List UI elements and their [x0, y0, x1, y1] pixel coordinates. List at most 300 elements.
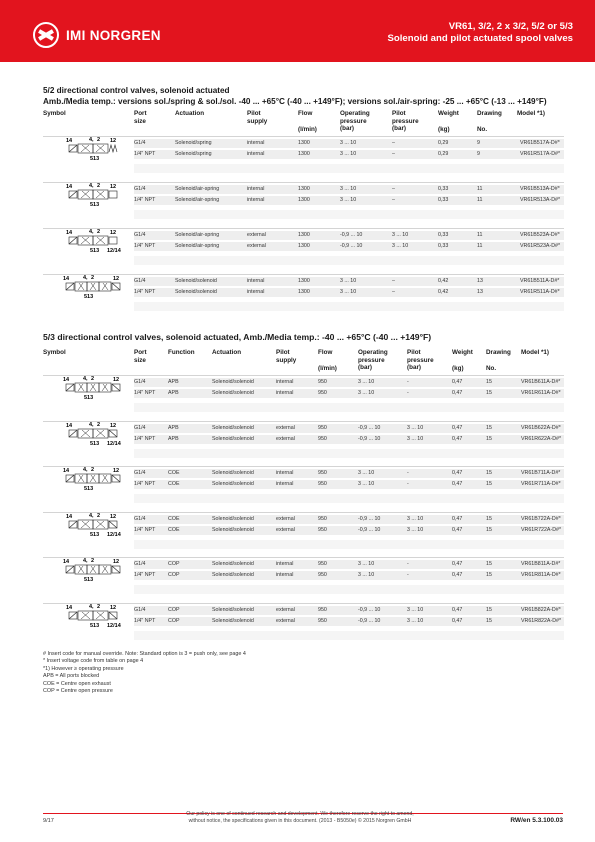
table-cell: Solenoid/solenoid — [212, 470, 254, 476]
column-header-symbol — [43, 110, 66, 118]
row-band-spacer — [134, 631, 564, 640]
table-cell: 0,47 — [452, 561, 463, 567]
table-cell: Solenoid/solenoid — [212, 617, 254, 624]
table-cell: 950 — [318, 617, 327, 624]
table-cell: Solenoid/solenoid — [212, 561, 254, 567]
table-cell: G1/4 — [134, 515, 146, 522]
table-cell: 11 — [477, 232, 483, 238]
svg-text:4,: 4, — [89, 137, 94, 143]
table-cell: APB — [168, 379, 179, 385]
table-cell: internal — [276, 390, 294, 396]
table-cell: Solenoid/solenoid — [212, 379, 254, 385]
table-cell: 0,42 — [438, 289, 449, 295]
column-unit-drawing: No. — [477, 126, 488, 133]
table-cell: 0,33 — [438, 232, 449, 238]
table-cell: Solenoid/solenoid — [212, 526, 254, 533]
table-cell: 3 ... 10 — [340, 278, 357, 284]
table-cell: internal — [247, 197, 265, 203]
table-cell: 15 — [486, 606, 492, 613]
svg-text:2: 2 — [97, 137, 101, 143]
table-cell: 3 ... 10 — [392, 243, 409, 249]
valve-symbol-icon — [55, 601, 135, 631]
brand-name: IMI NORGREN — [66, 28, 161, 43]
svg-text:4,: 4, — [89, 229, 94, 235]
table-cell: APB — [168, 435, 179, 442]
header-line: Pilot — [392, 110, 406, 117]
table-cell: APB — [168, 390, 179, 396]
table-cell: 0,29 — [438, 151, 449, 157]
column-header-flow — [298, 110, 312, 118]
table-cell: 15 — [486, 617, 492, 624]
disclaimer-line-1: Our policy is one of continued research and development. We therefore reserve the right to amend, — [186, 811, 414, 817]
table-cell: 1300 — [298, 278, 310, 284]
table-cell: 1/4" NPT — [134, 151, 156, 157]
table-cell: 0,47 — [452, 617, 463, 624]
table-cell: 950 — [318, 481, 327, 487]
row-band — [134, 389, 564, 398]
table-cell: COP — [168, 617, 180, 624]
header-line: size — [134, 117, 146, 125]
table-cell: COE — [168, 481, 180, 487]
table-cell: 3 ... 10 — [407, 435, 424, 442]
table-cell: -0,9 ... 10 — [358, 424, 381, 431]
table-cell: – — [392, 186, 395, 192]
svg-text:12: 12 — [113, 377, 120, 383]
table-cell: Solenoid/solenoid — [212, 481, 254, 487]
header-line: supply — [247, 117, 268, 125]
header-line: pressure — [340, 117, 367, 125]
table-cell: -0,9 ... 10 — [358, 435, 381, 442]
table-cell: 9 — [477, 140, 480, 146]
column-header-weight — [452, 349, 473, 357]
table-cell: 1300 — [298, 186, 310, 192]
svg-text:14: 14 — [63, 559, 70, 565]
column-header-pilot — [247, 110, 267, 125]
table-cell: internal — [247, 278, 265, 284]
section-2-title: 5/3 directional control valves, solenoid actuated, Amb./Media temp.: -40 ... +65°C (-40 ... +149°F) — [43, 332, 432, 342]
valve-symbol-icon — [55, 226, 135, 256]
table-cell: internal — [276, 561, 294, 567]
table-cell: Solenoid/solenoid — [175, 278, 217, 284]
table-cell: 1300 — [298, 232, 310, 238]
table-cell: 0,47 — [452, 390, 463, 396]
row-band — [134, 435, 564, 444]
valve-symbol-icon — [55, 464, 135, 494]
row-band — [134, 560, 564, 569]
table-cell: Solenoid/air-spring — [175, 243, 220, 249]
column-header-flow — [318, 349, 332, 357]
svg-text:14: 14 — [66, 138, 73, 144]
header-line: Weight — [438, 110, 459, 117]
table-cell: 1300 — [298, 197, 310, 203]
table-cell: 9 — [477, 151, 480, 157]
svg-text:12: 12 — [113, 468, 120, 474]
table-cell: 0,47 — [452, 424, 463, 431]
footnote-line: *1) However ≥ operating pressure — [43, 665, 124, 672]
table-cell: 950 — [318, 470, 327, 476]
table-cell: 0,33 — [438, 243, 449, 249]
table-cell: 3 ... 10 — [407, 617, 424, 624]
table-cell: 15 — [486, 435, 492, 442]
table-cell: COP — [168, 606, 180, 613]
svg-text:12/14: 12/14 — [107, 248, 121, 254]
column-unit-flow: (l/min) — [318, 365, 337, 372]
svg-text:2: 2 — [91, 558, 95, 564]
column-header-actuation — [212, 349, 241, 357]
row-band — [134, 469, 564, 478]
svg-text:12: 12 — [110, 230, 117, 236]
table-cell: VR61B511A-D#* — [520, 278, 560, 284]
table-cell: G1/4 — [134, 278, 146, 284]
row-band — [134, 378, 564, 387]
table-cell: - — [407, 470, 409, 476]
table-cell: G1/4 — [134, 186, 146, 192]
table-cell: 950 — [318, 561, 327, 567]
svg-text:513: 513 — [90, 248, 100, 254]
table-cell: VR61B513A-D#* — [520, 186, 560, 192]
table-cell: VR61R811A-D#* — [521, 572, 561, 578]
header-line: Operating — [340, 110, 370, 117]
column-header-pilot — [276, 349, 296, 364]
row-band — [134, 515, 564, 524]
column-header-weight — [438, 110, 459, 118]
table-cell: COE — [168, 515, 180, 522]
column-header-function — [168, 349, 195, 357]
table-cell: 0,47 — [452, 526, 463, 533]
column-header-symbol — [43, 349, 66, 357]
svg-text:513: 513 — [90, 622, 100, 629]
table-cell: 950 — [318, 390, 327, 396]
row-band — [134, 571, 564, 580]
table-cell: internal — [276, 470, 294, 476]
table-cell: G1/4 — [134, 379, 146, 385]
table-cell: 1/4" NPT — [134, 289, 156, 295]
table-cell: G1/4 — [134, 606, 146, 613]
table-cell: 3 ... 10 — [358, 390, 375, 396]
table-cell: - — [407, 561, 409, 567]
svg-text:2: 2 — [97, 603, 101, 610]
header-line: size — [134, 356, 146, 364]
page-title — [387, 21, 573, 45]
svg-text:12: 12 — [113, 559, 120, 565]
table-cell: external — [276, 424, 295, 431]
table-cell: 11 — [477, 186, 483, 192]
table-cell: internal — [247, 151, 265, 157]
table-cell: 1300 — [298, 151, 310, 157]
svg-text:2: 2 — [97, 183, 101, 189]
table-cell: G1/4 — [134, 470, 146, 476]
svg-text:12: 12 — [113, 276, 120, 282]
table-cell: 0,47 — [452, 515, 463, 522]
valve-symbol-icon — [55, 373, 135, 403]
table-cell: 3 ... 10 — [358, 561, 375, 567]
row-band — [134, 526, 564, 535]
table-cell: G1/4 — [134, 561, 146, 567]
table-cell: 950 — [318, 379, 327, 385]
table-cell: 1300 — [298, 289, 310, 295]
svg-text:2: 2 — [97, 512, 101, 519]
row-band-spacer — [134, 449, 564, 458]
document-code: RW/en 5.3.100.03 — [510, 817, 563, 824]
table-cell: 1/4" NPT — [134, 435, 156, 442]
table-cell: -0,9 ... 10 — [340, 232, 363, 238]
table-cell: Solenoid/spring — [175, 140, 212, 146]
table-cell: -0,9 ... 10 — [340, 243, 363, 249]
table-cell: 1/4" NPT — [134, 390, 156, 396]
footnote-line: APB = All ports blocked — [43, 673, 100, 680]
table-cell: external — [276, 606, 295, 613]
svg-text:4,: 4, — [89, 512, 94, 519]
table-cell: 950 — [318, 572, 327, 578]
column-unit-weight: (kg) — [438, 126, 450, 133]
table-cell: 3 ... 10 — [407, 606, 424, 613]
table-cell: G1/4 — [134, 424, 146, 431]
table-cell: 0,47 — [452, 606, 463, 613]
valve-symbol-icon — [55, 510, 135, 540]
table-cell: 15 — [486, 470, 492, 476]
table-cell: 1/4" NPT — [134, 197, 156, 203]
table-cell: VR61R822A-D#* — [521, 617, 562, 624]
svg-text:2: 2 — [91, 376, 95, 382]
column-unit-flow: (l/min) — [298, 126, 317, 133]
table-cell: 15 — [486, 481, 492, 487]
svg-text:513: 513 — [84, 294, 94, 300]
svg-text:2: 2 — [91, 467, 95, 473]
table-cell: Solenoid/solenoid — [212, 424, 254, 431]
table-cell: Solenoid/air-spring — [175, 197, 220, 203]
table-cell: - — [407, 572, 409, 578]
table-cell: 3 ... 10 — [392, 232, 409, 238]
table-cell: 3 ... 10 — [407, 424, 424, 431]
table-cell: 950 — [318, 515, 327, 522]
table-cell: 1/4" NPT — [134, 243, 156, 249]
table-cell: – — [392, 278, 395, 284]
header-line: (bar) — [340, 125, 354, 132]
column-header-pp — [392, 110, 419, 133]
table-cell: - — [407, 481, 409, 487]
footnote-line: # Insert code for manual override. Note: Standard option is 3 = push only, see page 4 — [43, 651, 246, 657]
table-cell: 3 ... 10 — [407, 526, 424, 533]
table-cell: VR61R622A-D#* — [521, 435, 562, 442]
svg-text:14: 14 — [66, 422, 73, 429]
svg-text:12/14: 12/14 — [107, 531, 121, 538]
svg-text:12: 12 — [110, 604, 117, 611]
disclaimer-line-2: without notice, the specifications given in this document. (2013 - B5050e) © 2015 Norgren GmbH — [188, 817, 412, 824]
table-cell: 950 — [318, 435, 327, 442]
column-header-drawing — [477, 110, 502, 118]
column-header-model — [521, 349, 549, 357]
header-line: Function — [168, 349, 195, 356]
valve-symbol-icon — [55, 555, 135, 585]
table-cell: 0,47 — [452, 470, 463, 476]
svg-text:513: 513 — [84, 486, 94, 492]
table-cell: 3 ... 10 — [340, 151, 357, 157]
table-cell: 0,33 — [438, 186, 449, 192]
table-cell: G1/4 — [134, 140, 146, 146]
table-cell: Solenoid/solenoid — [212, 515, 254, 522]
table-cell: 3 ... 10 — [358, 572, 375, 578]
table-cell: 0,29 — [438, 140, 449, 146]
row-band-spacer — [134, 585, 564, 594]
footnote-line: * Insert voltage code from table on page 4 — [43, 658, 144, 665]
table-cell: – — [392, 140, 395, 146]
table-cell: internal — [247, 289, 265, 295]
header-line: Actuation — [212, 349, 242, 356]
valve-symbol-icon — [55, 134, 135, 164]
section-1-title — [43, 85, 547, 107]
valve-symbol-icon — [55, 272, 135, 302]
header-line: Weight — [452, 349, 473, 356]
table-cell: Solenoid/solenoid — [175, 289, 217, 295]
header-line: Drawing — [486, 349, 511, 356]
svg-text:12: 12 — [110, 184, 117, 190]
table-cell: 1300 — [298, 140, 310, 146]
imi-logo-icon — [33, 22, 59, 48]
table-cell: - — [407, 379, 409, 385]
table-cell: 3 ... 10 — [358, 379, 375, 385]
column-unit-weight: (kg) — [452, 365, 464, 372]
table-cell: external — [247, 232, 266, 238]
header-line: Model *1) — [517, 110, 545, 117]
header-line: Model *1) — [521, 349, 549, 356]
svg-text:12/14: 12/14 — [107, 440, 121, 447]
table-cell: 1/4" NPT — [134, 481, 156, 487]
table-cell: VR61R517A-D#* — [520, 151, 561, 157]
header-line: Flow — [318, 349, 333, 356]
svg-text:14: 14 — [66, 604, 73, 611]
table-cell: 950 — [318, 526, 327, 533]
table-cell: VR61R523A-D#* — [520, 243, 561, 249]
svg-text:2: 2 — [91, 275, 95, 281]
table-cell: internal — [247, 186, 265, 192]
footer-disclaimer — [155, 811, 445, 824]
header-line: Operating — [358, 349, 388, 356]
table-cell: 3 ... 10 — [358, 470, 375, 476]
valve-symbol-icon — [55, 419, 135, 449]
table-cell: APB — [168, 424, 179, 431]
table-cell: Solenoid/solenoid — [212, 435, 254, 442]
table-cell: VR61B722A-D#* — [521, 515, 561, 522]
table-cell: -0,9 ... 10 — [358, 617, 381, 624]
header-line: (bar) — [392, 125, 406, 132]
column-header-port — [134, 349, 147, 364]
svg-text:14: 14 — [66, 230, 73, 236]
footnotes — [43, 651, 246, 695]
table-cell: 0,47 — [452, 481, 463, 487]
table-cell: -0,9 ... 10 — [358, 515, 381, 522]
svg-text:513: 513 — [90, 440, 100, 447]
table-cell: 15 — [486, 379, 492, 385]
table-cell: COP — [168, 561, 180, 567]
column-header-op — [340, 110, 370, 133]
svg-text:12: 12 — [110, 422, 117, 429]
svg-text:513: 513 — [90, 202, 100, 208]
svg-text:4,: 4, — [83, 558, 88, 564]
table-cell: VR61B611A-D#* — [521, 379, 561, 385]
table-cell: VR61B622A-D#* — [521, 424, 561, 431]
svg-text:12: 12 — [110, 138, 117, 144]
section-1-subtitle: Amb./Media temp.: versions sol./spring & sol./sol. -40 ... +65°C (-40 ... +149°F); versions sol./air-spring: -25 ... +65°C (-13 ... +149°F) — [43, 97, 547, 106]
svg-text:14: 14 — [63, 377, 70, 383]
table-cell: 13 — [477, 289, 483, 295]
table-cell: Solenoid/air-spring — [175, 186, 220, 192]
table-cell: 0,33 — [438, 197, 449, 203]
table-cell: VR61R722A-D#* — [521, 526, 562, 533]
table-cell: 0,42 — [438, 278, 449, 284]
table-cell: -0,9 ... 10 — [358, 526, 381, 533]
table-cell: VR61R711A-D#* — [521, 481, 561, 487]
header-line: Pilot — [407, 349, 421, 356]
header-line: supply — [276, 356, 297, 364]
table-cell: – — [392, 151, 395, 157]
section-1-heading: 5/2 directional control valves, solenoid actuated — [43, 86, 230, 95]
table-cell: Solenoid/solenoid — [212, 606, 254, 613]
table-cell: VR61R511A-D#* — [520, 289, 560, 295]
table-cell: COE — [168, 526, 180, 533]
row-band-spacer — [134, 403, 564, 412]
header-line: Symbol — [43, 110, 66, 117]
table-cell: 15 — [486, 515, 492, 522]
row-band — [134, 480, 564, 489]
row-band — [134, 617, 564, 626]
header-line: Flow — [298, 110, 313, 117]
title-line-2: Solenoid and pilot actuated spool valves — [387, 33, 573, 44]
table-cell: -0,9 ... 10 — [358, 606, 381, 613]
table-cell: external — [276, 515, 295, 522]
svg-text:513: 513 — [90, 531, 100, 538]
column-header-port — [134, 110, 147, 125]
row-band-spacer — [134, 164, 564, 173]
page-number: 9/17 — [43, 818, 54, 824]
table-cell: 3 ... 10 — [407, 515, 424, 522]
svg-text:4,: 4, — [83, 275, 88, 281]
table-cell: 0,47 — [452, 572, 463, 578]
svg-text:513: 513 — [90, 156, 100, 162]
table-cell: internal — [276, 572, 294, 578]
footnote-line: COP = Centre open pressure — [43, 688, 113, 695]
column-header-op — [358, 349, 388, 372]
table-cell: 11 — [477, 243, 483, 249]
header-line: Symbol — [43, 349, 66, 356]
table-cell: G1/4 — [134, 232, 146, 238]
table-cell: external — [247, 243, 266, 249]
title-line-1: VR61, 3/2, 2 x 3/2, 5/2 or 5/3 — [448, 21, 573, 32]
table-cell: – — [392, 289, 395, 295]
table-cell: Solenoid/solenoid — [212, 572, 254, 578]
table-cell: external — [276, 435, 295, 442]
svg-text:14: 14 — [63, 276, 70, 282]
row-band-spacer — [134, 210, 564, 219]
row-band-spacer — [134, 494, 564, 503]
header-line: pressure — [392, 117, 419, 125]
header-line: Port — [134, 110, 147, 117]
table-cell: Solenoid/solenoid — [212, 390, 254, 396]
table-cell: 15 — [486, 561, 492, 567]
column-header-model — [517, 110, 545, 118]
svg-text:2: 2 — [97, 229, 101, 235]
table-cell: Solenoid/air-spring — [175, 232, 220, 238]
column-header-drawing — [486, 349, 511, 357]
row-band — [134, 606, 564, 615]
table-cell: 1/4" NPT — [134, 526, 156, 533]
table-cell: external — [276, 526, 295, 533]
footnote-line: COE = Centre open exhaust — [43, 680, 111, 687]
table-cell: VR61B523A-D#* — [520, 232, 560, 238]
table-cell: 1/4" NPT — [134, 572, 156, 578]
table-cell: external — [276, 617, 295, 624]
column-header-pp — [407, 349, 434, 372]
table-cell: VR61B711A-D#* — [521, 470, 561, 476]
